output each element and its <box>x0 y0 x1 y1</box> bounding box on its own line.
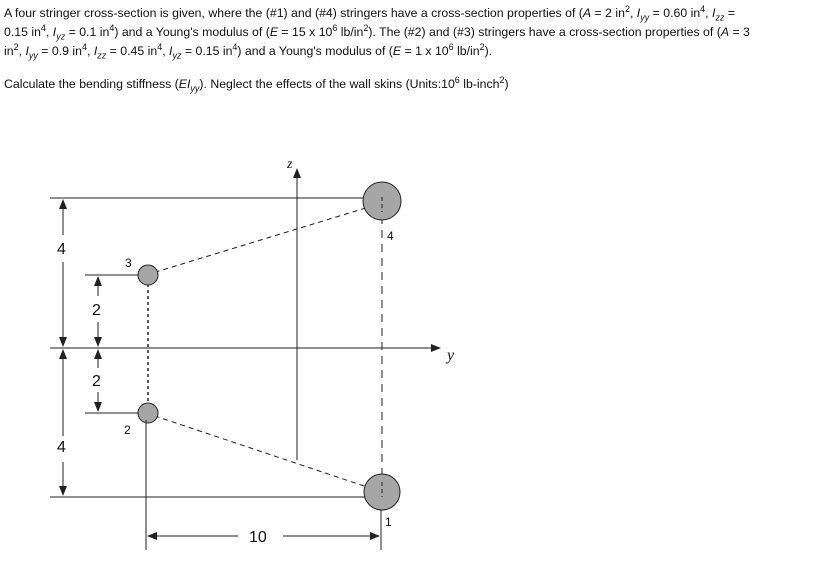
dim-10-label: 10 <box>249 529 267 546</box>
z-axis-label: z <box>287 157 293 172</box>
y-axis-label: y <box>447 347 455 364</box>
problem-line-2: 0.15 $in^4$, $I_{yz} = 0.1$ $in^4$) and a Young's modulus of (E = 15 x $10^6$ $lb/in^2$). The (#2) and (#3) stringers have a cross-section properties of (A = 3 <box>4 22 750 42</box>
dim-upper-4-label: 4 <box>57 241 66 258</box>
problem-line-1: A four stringer cross-section is given, where the (#1) and (#4) stringers have a cross-section properties of (A = 2 $in^2$, $I_{yy} = 0.60$ $in^4$, $I_{zz}$ = <box>4 3 736 23</box>
dim-lower-2-label: 2 <box>92 373 101 390</box>
stringer-2-label: 2 <box>124 423 131 437</box>
stringer-2 <box>138 403 158 423</box>
skin-line-2-1 <box>146 413 382 492</box>
stringer-4-label: 4 <box>387 229 394 243</box>
skin-line-3-4 <box>146 203 382 275</box>
stringer-3-label: 3 <box>125 256 132 270</box>
stringer-3 <box>138 265 158 285</box>
dim-upper-2-label: 2 <box>92 302 101 319</box>
problem-line-3: $in^2$, $I_{yy} = 0.9$ $in^4$, $I_{zz} = 0.45$ $in^4$, $I_{yz} = 0.15$ $in^4$) and a Young's modulus of (E = 1 x $10^6$ $lb/in^2$). <box>4 41 493 61</box>
question-line: Calculate the bending stiffness $(EI_{yy})$. Neglect the effects of the wall skins ($Units:10^6$ lb-inch$^2$) <box>4 74 509 94</box>
dim-lower-4-label: 4 <box>57 439 66 456</box>
stringer-1-label: 1 <box>385 515 392 529</box>
